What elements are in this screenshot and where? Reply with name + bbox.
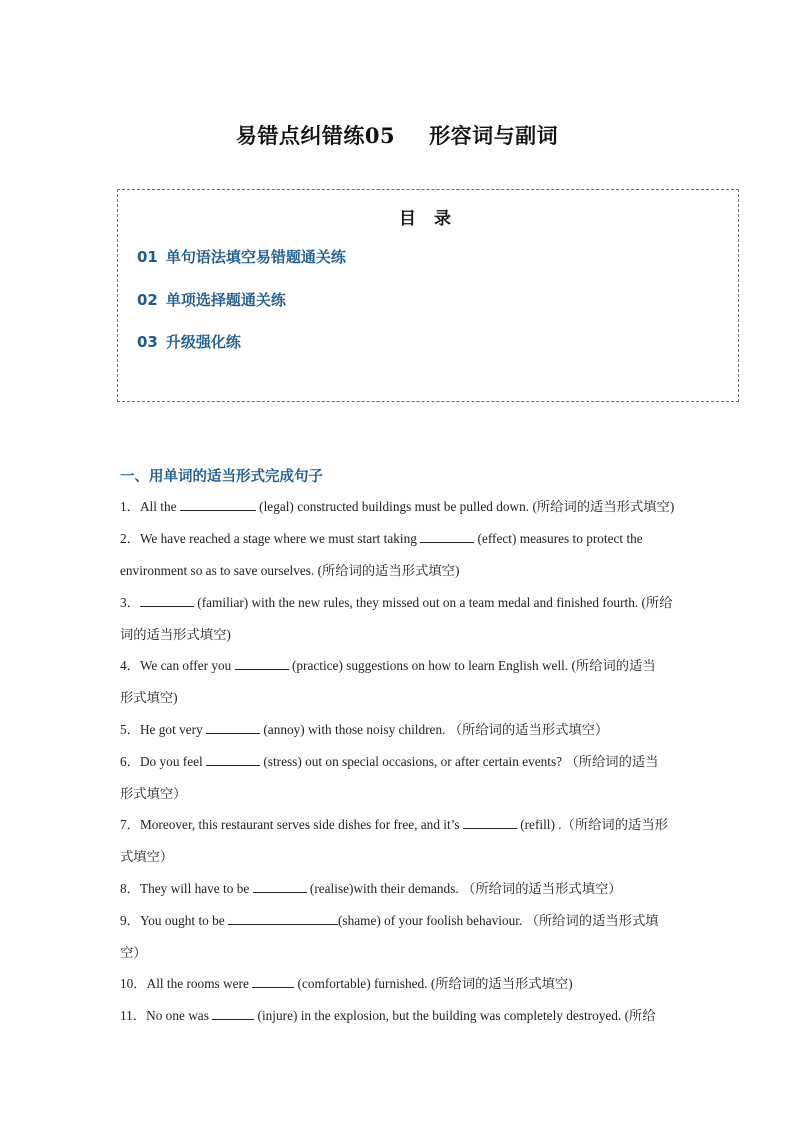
toc-item-01[interactable]	[137, 246, 346, 267]
title-topic: 形容词与副词	[429, 123, 559, 148]
section-heading: 一、用单词的适当形式完成句子	[120, 469, 323, 485]
question-9	[120, 905, 700, 969]
question-text: 2．We have reached a stage where we must start taking	[120, 531, 421, 546]
question-text: 3．	[120, 595, 140, 610]
toc-item-label: 升级强化练	[165, 333, 241, 351]
toc-item-02[interactable]	[137, 289, 286, 310]
answer-blank[interactable]	[420, 528, 474, 543]
question-text: (stress) out on special occasions, or after certain events? （所给词的适当	[260, 754, 659, 769]
question-3	[120, 587, 700, 651]
question-text: (annoy) with those noisy children. （所给词的适当形式填空）	[260, 722, 609, 737]
answer-blank[interactable]	[206, 751, 260, 766]
question-text-continued: 词的适当形式填空)	[120, 626, 231, 642]
question-4	[120, 650, 700, 714]
question-text: (legal) constructed buildings must be pulled down. (所给词的适当形式填空)	[255, 499, 675, 514]
toc-item-label: 单句语法填空易错题通关练	[165, 248, 346, 266]
question-1	[120, 491, 700, 523]
question-text: 4．We can offer you	[120, 658, 235, 673]
question-text: (realise)with their demands. （所给词的适当形式填空）	[306, 881, 622, 896]
page-title	[0, 120, 794, 150]
table-of-contents	[117, 189, 739, 402]
question-text: 11．No one was	[120, 1008, 213, 1023]
answer-blank[interactable]	[180, 496, 256, 511]
question-5	[120, 714, 700, 746]
question-7	[120, 809, 700, 873]
question-6	[120, 746, 700, 810]
question-text-continued: environment so as to save ourselves. (所给词的适当形式填空)	[120, 562, 460, 578]
question-text-continued: 式填空）	[120, 848, 174, 864]
toc-item-number: 01	[137, 248, 158, 266]
question-text: 5．He got very	[120, 722, 207, 737]
question-text: (injure) in the explosion, but the building was completely destroyed. (所给	[254, 1008, 656, 1023]
question-text: 1．All the	[120, 499, 180, 514]
question-text: (comfortable) furnished. (所给词的适当形式填空)	[294, 976, 573, 991]
answer-blank[interactable]	[252, 973, 294, 988]
answer-blank[interactable]	[228, 910, 338, 925]
answer-blank[interactable]	[235, 655, 289, 670]
toc-item-03[interactable]	[137, 331, 241, 352]
answer-blank[interactable]	[206, 719, 260, 734]
question-text: (familiar) with the new rules, they missed out on a team medal and finished fourth. (所给	[193, 595, 673, 610]
toc-item-number: 02	[137, 291, 158, 309]
question-text: 10．All the rooms were	[120, 976, 253, 991]
question-text-continued: 形式填空)	[120, 689, 178, 705]
question-10	[120, 968, 700, 1000]
question-text: 9．You ought to be	[120, 913, 228, 928]
toc-heading: 目 录	[399, 209, 457, 229]
question-text: (effect) measures to protect the	[474, 531, 643, 546]
question-text: 8．They will have to be	[120, 881, 253, 896]
answer-blank[interactable]	[212, 1005, 254, 1020]
question-text: 6．Do you feel	[120, 754, 207, 769]
answer-blank[interactable]	[253, 878, 307, 893]
question-text: (shame) of your foolish behaviour. （所给词的适当形式填	[338, 913, 659, 928]
question-8	[120, 873, 700, 905]
toc-item-label: 单项选择题通关练	[165, 291, 286, 309]
question-11	[120, 1000, 700, 1032]
question-text-continued: 形式填空）	[120, 785, 187, 801]
answer-blank[interactable]	[140, 592, 194, 607]
answer-blank[interactable]	[463, 814, 517, 829]
question-text: (practice) suggestions on how to learn English well. (所给词的适当	[288, 658, 656, 673]
question-text-continued: 空）	[120, 944, 147, 960]
toc-item-number: 03	[137, 333, 158, 351]
title-main: 易错点纠错练05	[235, 123, 396, 148]
question-text: (refill) .（所给词的适当形	[516, 817, 668, 832]
question-2	[120, 523, 700, 587]
question-text: 7．Moreover, this restaurant serves side dishes for free, and it’s	[120, 817, 463, 832]
